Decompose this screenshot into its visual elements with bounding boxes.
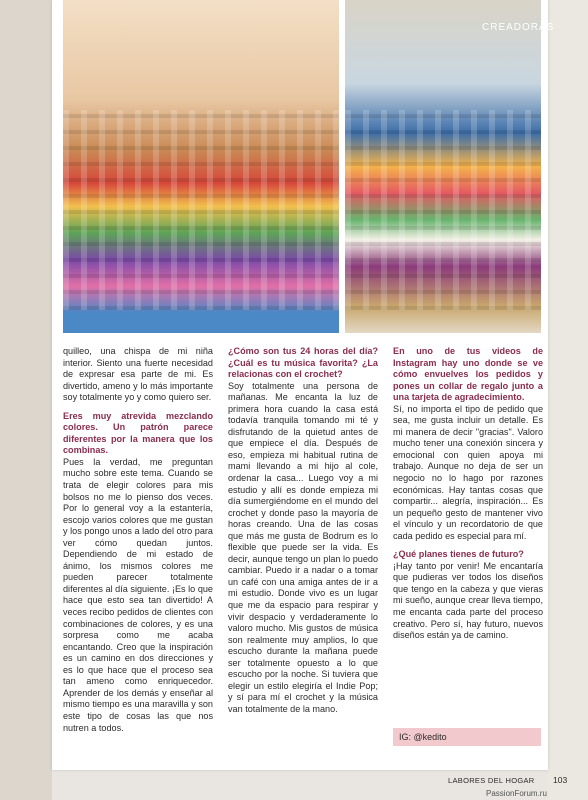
photo-crochet-handbag bbox=[63, 0, 339, 333]
granny-square-pattern bbox=[63, 110, 339, 310]
paragraph: Pues la verdad, me preguntan mucho sobre este tema. Cuando se trata de elegir colores para mis bolsos no me lo pienso dos veces. Por lo general voy a la estantería, escojo varios colores que me gustan y los pongo unos a lado del otro para ver cómo quedan juntos. Dependiendo de mi estado de ánimo, los mismos colores me pueden parecer totalmente diferentes al día siguiente. ¡Es lo que hace que esto sea tan divertido! A veces recibo pedidos de clientes con combinaciones de colores, y es una sorpresa como me acaba encantando. Creo que la inspiración es un camino en dos direcciones y es lo que hace que el proceso sea tan ameno como enriquecedor. Aprender de los demás y enseñar al mismo tiempo es una maravilla y son este tipo de cosas las que nos nutren a todos. bbox=[63, 456, 213, 733]
text-column-3 bbox=[393, 346, 543, 642]
granny-square-pattern bbox=[345, 110, 541, 310]
interview-question: ¿Cómo son tus 24 horas del día? ¿Cuál es tu música favorita? ¿La relacionas con el crochet? bbox=[228, 346, 378, 380]
text-column-1 bbox=[63, 346, 213, 734]
paragraph: ¡Hay tanto por venir! Me encantaría que pudieras ver todos los diseños que tengo en la cabeza y que vieras mi sueño, aunque crear lleva tiempo, me encanta cada parte del proceso creativo. Pero sí, hay futuro, nuevos diseños están ya de camino. bbox=[393, 560, 543, 641]
paragraph: Sí, no importa el tipo de pedido que sea, me gusta incluir un detalle. Es mi manera de decir "gracias". Valoro mucho tener una conexión sincera y emocional con quien apoya mi trabajo. Aunque no deja de ser un negocio no lo hago por razones económicas. Hay tantas cosas que compartir... alegría, inspiración... Es un pequeño gesto de mantener vivo el vínculo y un recordatorio de que cada pedido es especial para mí. bbox=[393, 403, 543, 541]
interview-question: ¿Qué planes tienes de futuro? bbox=[393, 549, 524, 560]
photo-crochet-tote-bag bbox=[345, 0, 541, 333]
interview-question: En uno de tus videos de Instagram hay uno donde se ve cómo envuelves los pedidos y pones un collar de regalo junto a una tarjeta de agradecimiento. bbox=[393, 346, 543, 403]
instagram-handle: IG: @kedito bbox=[393, 728, 541, 746]
magazine-name: LABORES DEL HOGAR bbox=[448, 776, 535, 785]
background-left-edge bbox=[0, 0, 52, 800]
interview-question: Eres muy atrevida mezclando colores. Un patrón parece diferentes por la manera que los combinas. bbox=[63, 410, 213, 456]
background-right-edge bbox=[548, 0, 588, 800]
text-column-2 bbox=[228, 346, 378, 716]
watermark: PassionForum.ru bbox=[486, 789, 547, 798]
page-number: 103 bbox=[553, 775, 568, 785]
paragraph: Soy totalmente una persona de mañanas. Me encanta la luz de primera hora cuando la casa está todavía tranquila tomando mi té y disfrutando de la quietud antes de que empiece el día. Después de eso, empieza mi habitual rutina de mami llevando a mi hijo al cole, ordenar la casa... Luego voy a mi estudio y allí es donde empieza mi día sumergiéndome en el mundo del crochet y donde paso la mayoría de horas creando. Una de las cosas que más me gusta de Bodrum es lo flexible que puede ser la vida. Es decir, aunque tengo un plan lo puedo cambiar. Puedo ir a nadar o a tomar un café con una amiga antes de ir a mi estudio. Donde vivo es un lugar que me da espacio para respirar y vivir despacio y verdaderamente lo valoro mucho. Mis gustos de música son realmente muy amplios, lo que escucho durante la mañana puede ser totalmente opuesto a lo que escucho por la noche. Si tuviera que elegir un estilo elegiría el Indie Pop; y sí para mí el crochet y la música van totalmente de la mano. bbox=[228, 380, 378, 714]
paragraph: quilleo, una chispa de mi niña interior. Siento una fuerte necesidad de expresar esa parte de mi. Es divertido, ameno y lo más importante soy totalmente yo y como quiero ser. bbox=[63, 346, 213, 403]
section-label: CREADORAS bbox=[482, 22, 555, 33]
